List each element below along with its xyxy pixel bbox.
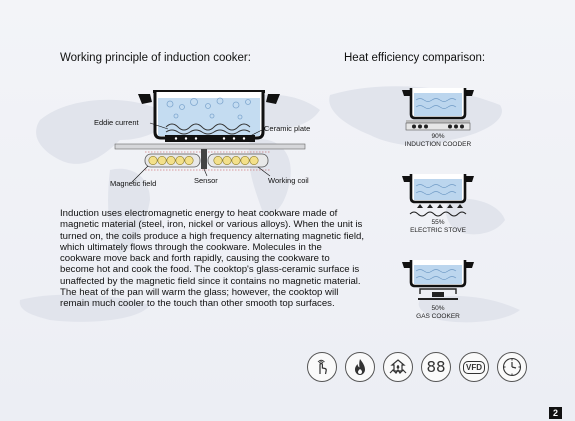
label-eddie-current: Eddie current: [94, 118, 139, 127]
efficiency-electric-stove: [378, 168, 498, 235]
digital-display-icon: 88: [421, 352, 451, 382]
touch-hand-icon: [307, 352, 337, 382]
sensor: [201, 149, 207, 169]
flame-icon: [345, 352, 375, 382]
pot-heat-icon: [383, 352, 413, 382]
efficiency-induction: [378, 82, 498, 149]
ceramic-plate: [115, 144, 305, 149]
vfd-icon: VFD: [459, 352, 489, 382]
left-title: Working principle of induction cooker:: [60, 52, 251, 64]
induction-pot-icon: [392, 82, 484, 132]
efficiency-percent: 50%: [431, 305, 445, 312]
label-ceramic-plate: Ceramic plate: [264, 124, 311, 133]
efficiency-gas-cooker: [378, 254, 498, 321]
right-title: Heat efficiency comparison:: [344, 52, 486, 64]
label-working-coil: Working coil: [268, 176, 309, 185]
pot-handle-right: [266, 94, 280, 104]
clock-icon: [497, 352, 527, 382]
label-magnetic-field: Magnetic field: [110, 179, 157, 188]
efficiency-percent: 55%: [431, 219, 445, 226]
body-text: Induction uses electromagnetic energy to heat cookware made of magnetic material (steel, iron, nickel or various alloys). When the unit is turned on, the coils produce a high frequency alternating magnetic field, which ultimately flows through the cookware. Molecules in the cookware move back and forth rapidly, causing the cookware to become hot and cook the food. The cooktop's glass-ceramic surface is unaffected by the magnetic field since it contains no magnetic material. The heat of the pan will warm the glass; however, the cooktop will remain much cooler to the touch than other smooth top surfaces.: [60, 208, 364, 310]
efficiency-percent: 90%: [431, 133, 445, 140]
efficiency-name: ELECTRIC STOVE: [410, 227, 466, 234]
gas-cooker-pot-icon: [392, 254, 484, 304]
induction-diagram: [90, 72, 340, 197]
pot-handle-left: [138, 94, 152, 104]
feature-icons: [307, 352, 527, 384]
label-sensor: Sensor: [194, 176, 218, 185]
electric-stove-pot-icon: [392, 168, 484, 218]
page-number: 2: [549, 407, 562, 419]
efficiency-name: GAS COOKER: [416, 313, 460, 320]
efficiency-name: INDUCTION COODER: [404, 141, 472, 148]
